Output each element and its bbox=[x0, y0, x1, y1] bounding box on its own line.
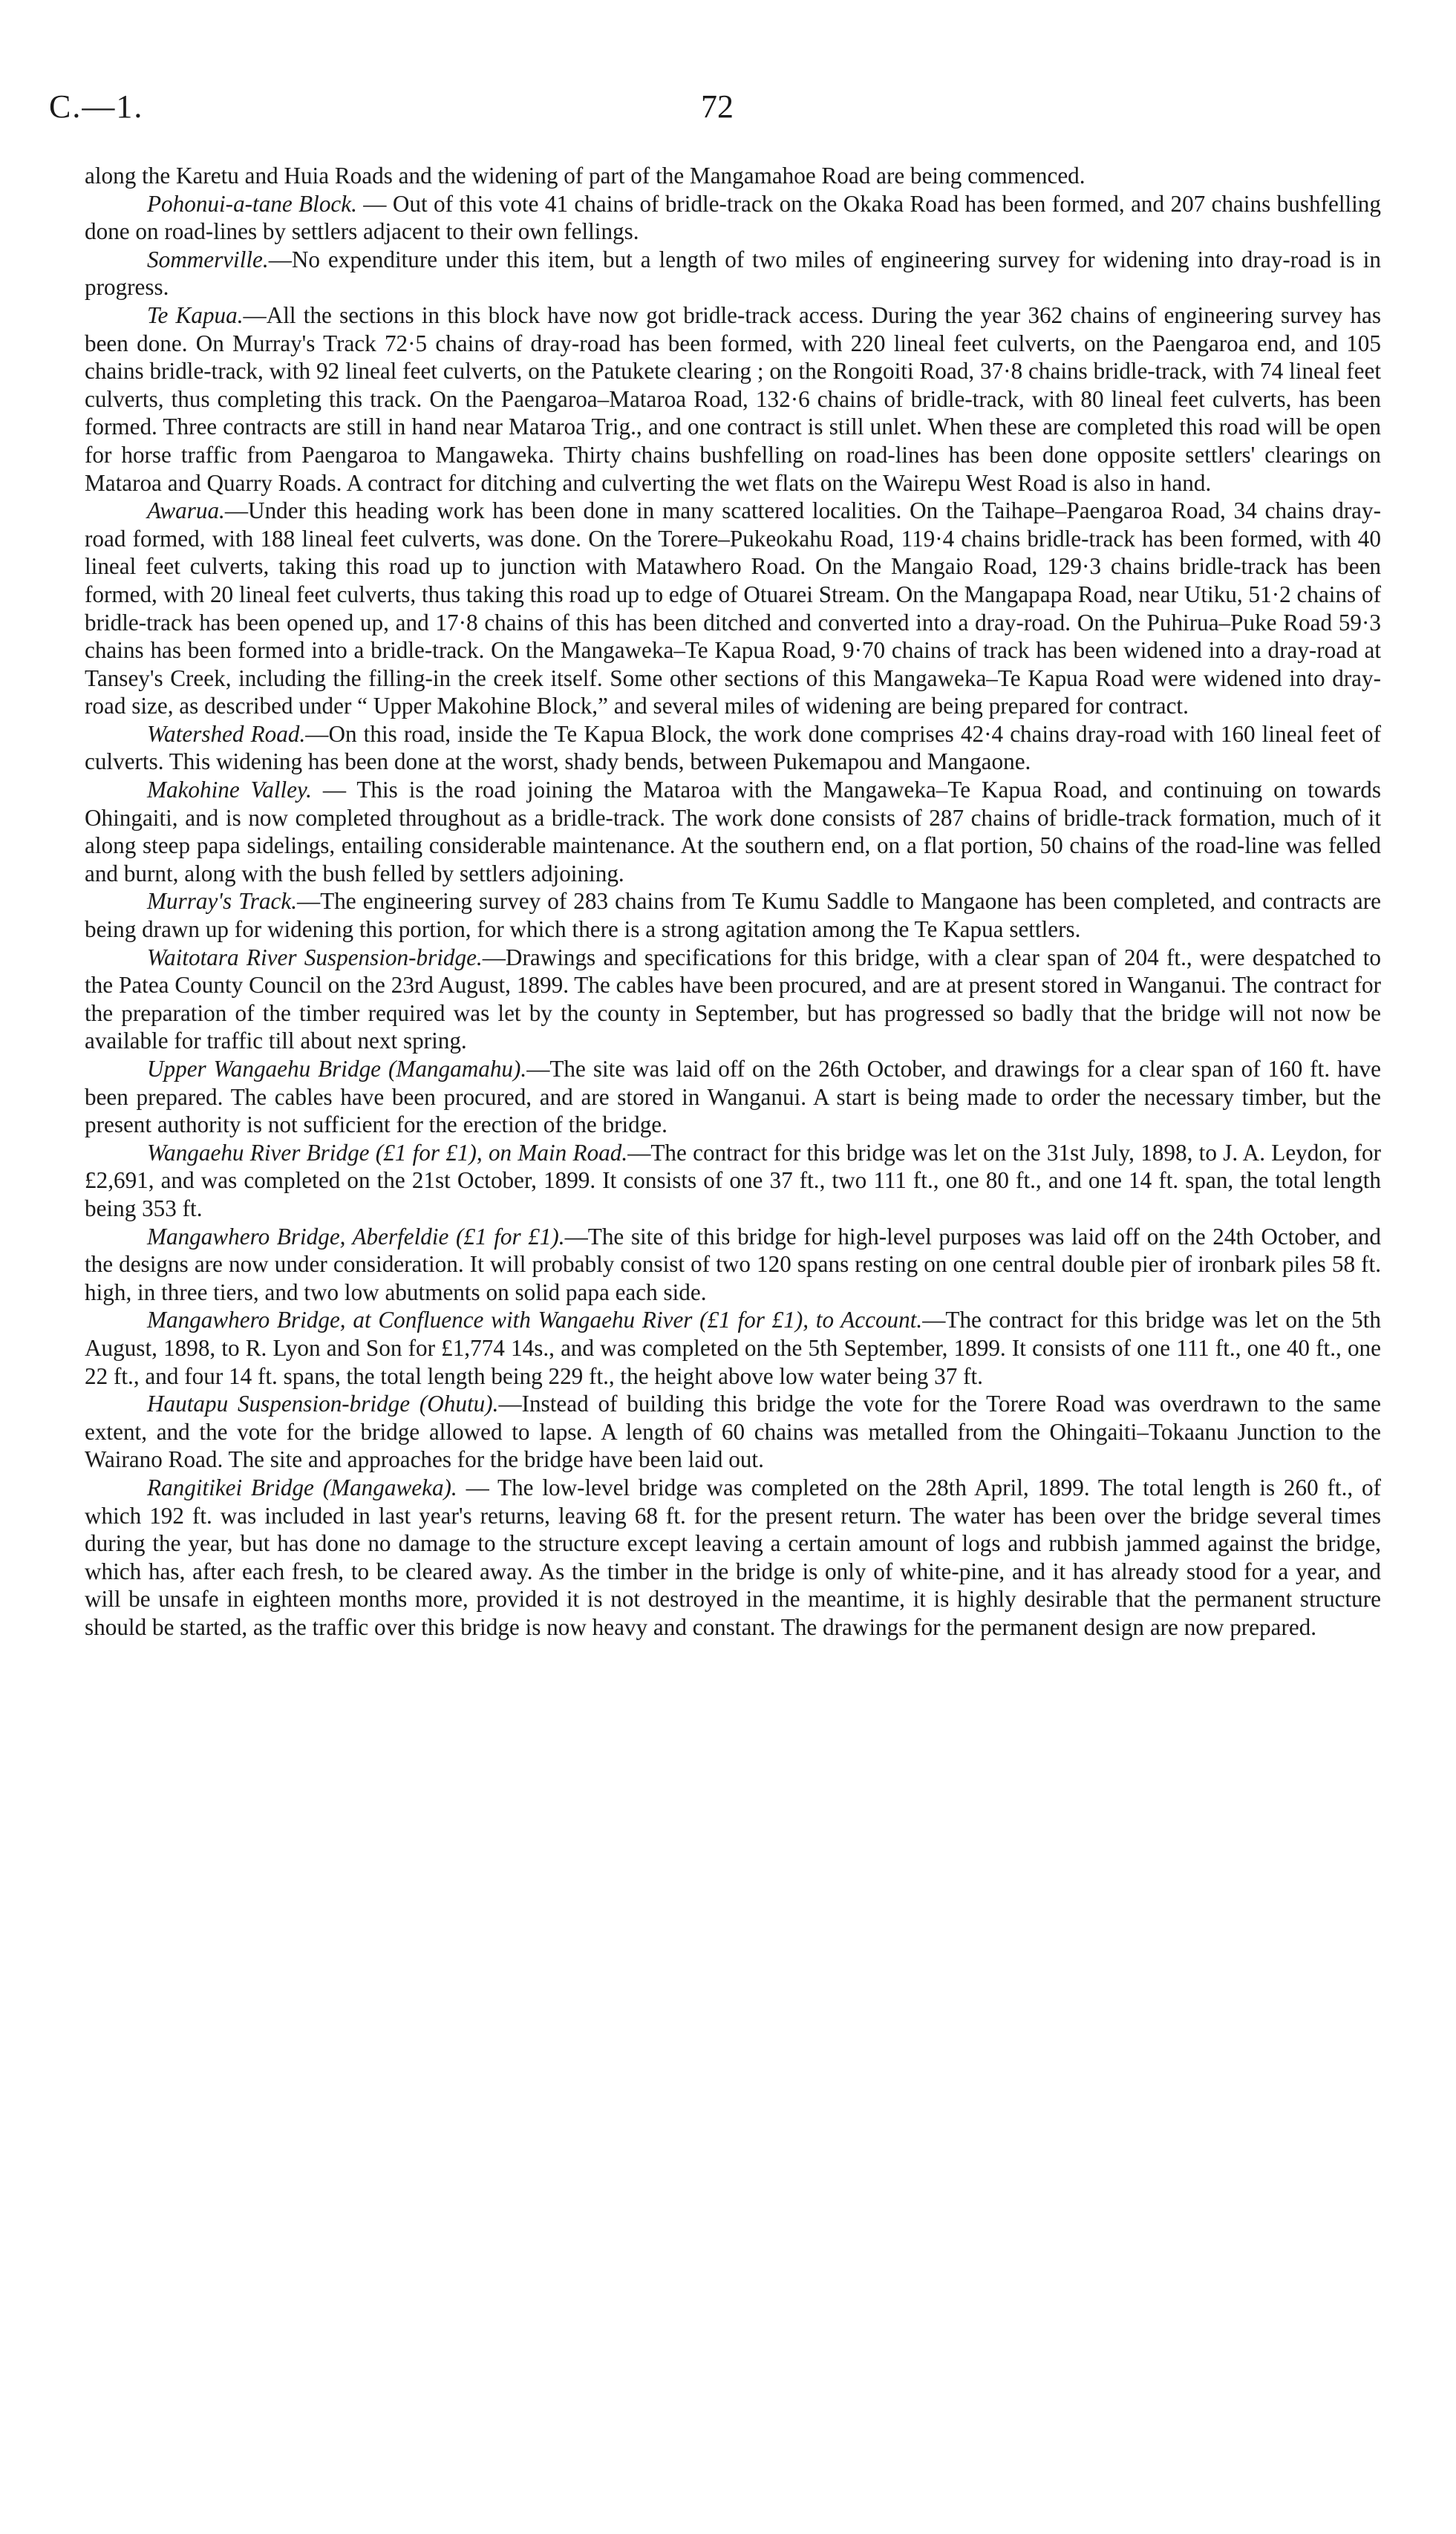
paragraph-text: — Out of this vote 41 chains of bridle-track on the Okaka Road has been formed, and 207 chains bushfelling done on road-lines by settlers adjacent to their own fellings. bbox=[85, 190, 1381, 245]
paragraph-text: —On this road, inside the Te Kapua Block, the work done comprises 42·4 chains dray-road with 160 lineal feet of culverts. This widening has been done at the worst, shady bends, between Pukemapou and Mangaone. bbox=[85, 720, 1381, 775]
paragraph-text: —The site was laid off on the 26th October, and drawings for a clear span of 160 ft. have been prepared. The cables have been procured, and are stored in Wanganui. A start is being made to order the necessary timber, but the present authority is not sufficient for the erection of the bridge. bbox=[85, 1056, 1381, 1138]
paragraph-rangitikei-bridge bbox=[85, 1474, 1381, 1642]
paragraph-heading: Upper Wangaehu Bridge (Mangamahu). bbox=[147, 1056, 527, 1082]
paragraph-text: — This is the road joining the Mataroa with the Mangaweka–Te Kapua Road, and continuing on towards Ohingaiti, and is now completed throughout as a bridle-track. The work done consists of 287 chains of bridle-track formation, much of it along steep papa sidelings, entailing considerable maintenance. At the southern end, on a flat portion, 50 chains of the road-line was felled and burnt, along with the bush felled by settlers adjoining. bbox=[85, 777, 1381, 886]
paragraph-pohonui bbox=[85, 190, 1381, 246]
paragraph-heading: Rangitikei Bridge (Mangaweka). bbox=[147, 1474, 457, 1501]
paragraph-sommerville bbox=[85, 246, 1381, 301]
paragraph-text: —Under this heading work has been done in many scattered localities. On the Taihape–Paengaroa Road, 34 chains dray-road formed, with 188 lineal feet culverts, was done. On the Torere–Pukeokahu Road, 119·4 chains bridle-track has been formed, with 40 lineal feet culverts, taking this road up to junction with Matawhero Road. On the Mangaio Road, 129·3 chains bridle-track has been formed, with 20 lineal feet culverts, thus taking this road up to edge of Otuarei Stream. On the Mangapapa Road, near Utiku, 51·2 chains of bridle-track has been opened up, and 17·8 chains of this has been ditched and converted into a dray-road. On the Puhirua–Puke Road 59·3 chains has been formed into a bridle-track. On the Mangaweka–Te Kapua Road, 9·70 chains of track has been widened into a dray-road at Tansey's Creek, including the filling-in the creek itself. Some other sections of this Mangaweka–Te Kapua Road were widened into dray-road size, as described under “ Upper Makohine Block,” and several miles of widening are being prepared for contract. bbox=[85, 497, 1381, 719]
paragraph-mangawhero-confluence bbox=[85, 1306, 1381, 1390]
paragraph-text: —The engineering survey of 283 chains from Te Kumu Saddle to Mangaone has been completed, and contracts are being drawn up for widening this portion, for which there is a strong agitation among the Te Kapua settlers. bbox=[85, 888, 1381, 943]
paragraph-text: along the Karetu and Huia Roads and the widening of part of the Mangamahoe Road are being commenced. bbox=[85, 163, 1086, 189]
paragraph-text: —Drawings and specifications for this bridge, with a clear span of 204 ft., were despatched to the Patea County Council on the 23rd August, 1899. The cables have been procured, and are at present stored in Wanganui. The contract for the preparation of the timber required was let by the county in September, but has progressed so badly that the bridge will not now be available for traffic till about next spring. bbox=[85, 944, 1381, 1054]
paragraph-text: —The contract for this bridge was let on the 31st July, 1898, to J. A. Leydon, for £2,691, and was completed on the 21st October, 1899. It consists of one 37 ft., two 111 ft., one 80 ft., and one 14 ft. span, the total length being 353 ft. bbox=[85, 1139, 1381, 1221]
paragraph-wangaehu-river-bridge bbox=[85, 1139, 1381, 1223]
paragraph-heading: Watershed Road. bbox=[147, 720, 306, 747]
paragraph-mangawhero-aberfeldie bbox=[85, 1223, 1381, 1307]
paragraph-te-kapua bbox=[85, 301, 1381, 497]
paragraph-text: —The contract for this bridge was let on the 5th August, 1898, to R. Lyon and Son for £1,774 14s., and was completed on the 5th September, 1899. It consists of one 111 ft., one 40 ft., one 22 ft., and four 14 ft. spans, the total length being 229 ft., the height above low water being 37 ft. bbox=[85, 1307, 1381, 1389]
paragraph-heading: Pohonui-a-tane Block. bbox=[147, 190, 357, 217]
paragraph-murrays-track bbox=[85, 887, 1381, 943]
paragraph-text: —The site of this bridge for high-level purposes was laid off on the 24th October, and the designs are now under consideration. It will probably consist of two 120 spans resting on one central double pier of ironbark piles 58 ft. high, in three tiers, and two low abutments on solid papa each side. bbox=[85, 1223, 1381, 1305]
paragraph-makohine-valley bbox=[85, 776, 1381, 887]
paragraph-text: —Instead of building this bridge the vote for the Torere Road was overdrawn to the same extent, and the vote for the bridge allowed to lapse. A length of 60 chains was metalled from the Ohingaiti–Tokaanu Junction to the Wairano Road. The site and approaches for the bridge have been laid out. bbox=[85, 1391, 1381, 1473]
paragraph-heading: Sommerville. bbox=[147, 246, 269, 272]
paragraph-heading: Mangawhero Bridge, at Confluence with Wangaehu River (£1 for £1), to Account. bbox=[147, 1307, 923, 1333]
paragraph-heading: Mangawhero Bridge, Aberfeldie (£1 for £1). bbox=[147, 1223, 565, 1250]
paragraph-heading: Wangaehu River Bridge (£1 for £1), on Main Road. bbox=[147, 1139, 628, 1166]
report-reference: C.—1. bbox=[49, 88, 144, 125]
page-number: 72 bbox=[701, 88, 734, 125]
paragraph-text: — The low-level bridge was completed on the 28th April, 1899. The total length is 260 ft., of which 192 ft. was included in last year's returns, leaving 68 ft. for the present return. The water has been over the bridge several times during the year, but has done no damage to the structure except leaving a certain amount of logs and rubbish jammed against the bridge, which has, after each fresh, to be cleared away. As the timber in the bridge is only of white-pine, and it has already stood for a year, and will be unsafe in eighteen months more, provided it is not destroyed in the meantime, it is highly desirable that the permanent structure should be started, as the traffic over this bridge is now heavy and constant. The drawings for the permanent design are now prepared. bbox=[85, 1474, 1381, 1640]
paragraph-continuation bbox=[85, 162, 1381, 190]
paragraph-heading: Awarua. bbox=[147, 497, 225, 524]
paragraph-heading: Waitotara River Suspension-bridge. bbox=[147, 944, 483, 970]
paragraph-watershed-road bbox=[85, 720, 1381, 776]
paragraph-awarua bbox=[85, 497, 1381, 720]
paragraph-hautapu-bridge bbox=[85, 1390, 1381, 1474]
paragraph-text: —All the sections in this block have now got bridle-track access. During the year 362 chains of engineering survey has been done. On Murray's Track 72·5 chains of dray-road has been formed, with 220 lineal feet culverts, on the Paengaroa end, and 105 chains bridle-track, with 92 lineal feet culverts, on the Patukete clearing ; on the Rongoiti Road, 37·8 chains bridle-track, with 74 lineal feet culverts, thus completing this track. On the Paengaroa–Mataroa Road, 132·6 chains of bridle-track, with 80 lineal feet culverts, has been formed. Three contracts are still in hand near Mataroa Trig., and one contract is still unlet. When these are completed this road will be open for horse traffic from Paengaroa to Mangaweka. Thirty chains bushfelling on road-lines has been done opposite settlers' clearings on Mataroa and Quarry Roads. A contract for ditching and culverting the wet flats on the Wairepu West Road is also in hand. bbox=[85, 301, 1381, 496]
paragraph-waitotara-bridge bbox=[85, 944, 1381, 1055]
paragraph-heading: Murray's Track. bbox=[147, 888, 297, 915]
paragraph-text: —No expenditure under this item, but a length of two miles of engineering survey for widening into dray-road is in progress. bbox=[85, 246, 1381, 301]
paragraph-heading: Makohine Valley. bbox=[147, 777, 312, 803]
paragraph-heading: Te Kapua. bbox=[147, 301, 244, 328]
paragraph-upper-wangaehu-bridge bbox=[85, 1055, 1381, 1139]
paragraph-heading: Hautapu Suspension-bridge (Ohutu). bbox=[147, 1391, 499, 1417]
body-text bbox=[85, 162, 1381, 1641]
